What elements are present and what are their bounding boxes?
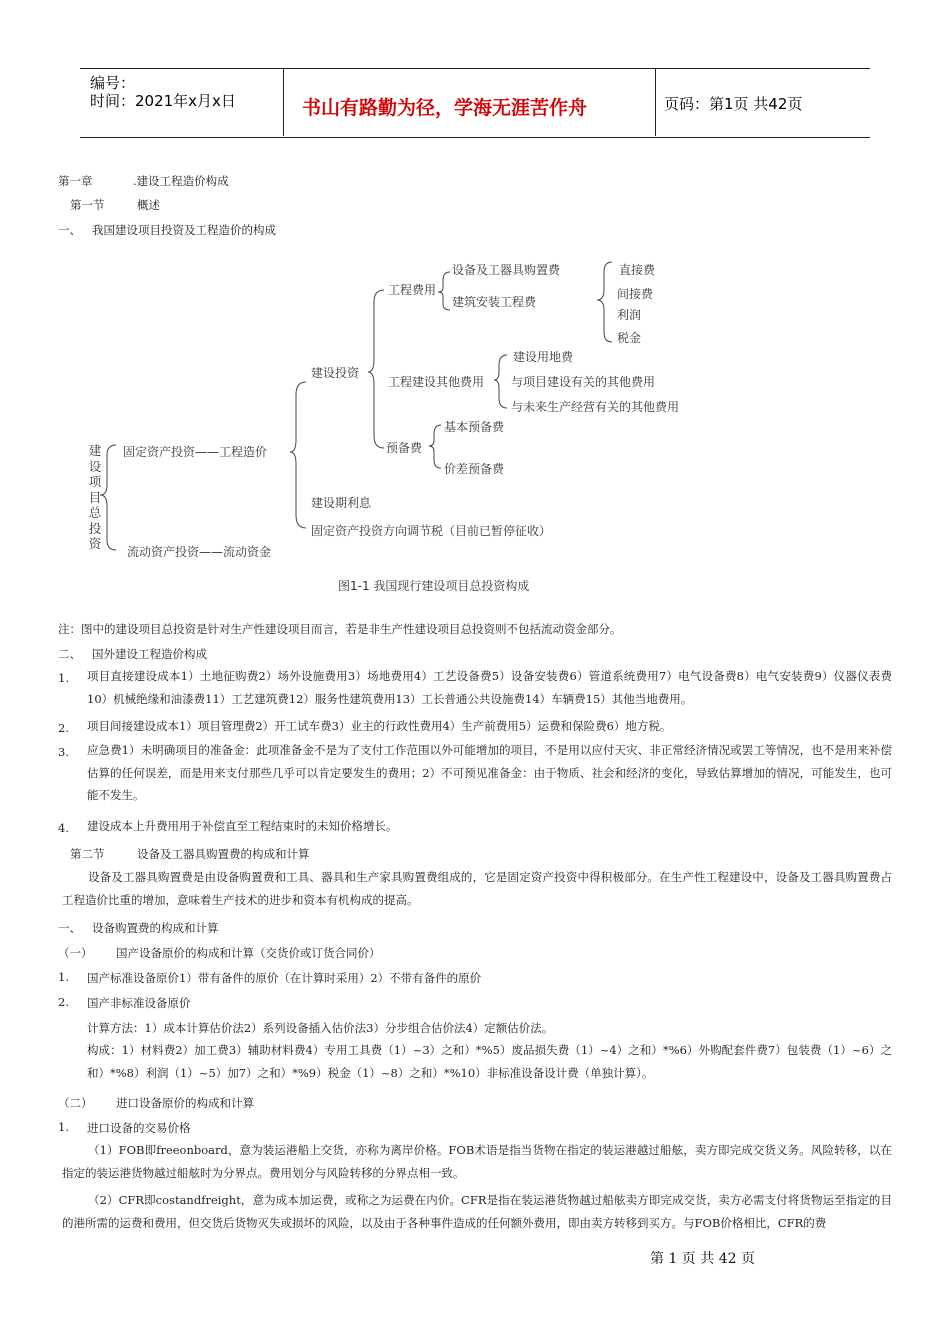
subheading-title: 进口设备原价的构成和计算 bbox=[116, 1096, 254, 1110]
list-number: 2. bbox=[58, 721, 69, 735]
composition-text: 构成：1）材料费2）加工费3）辅助材料费4）专用工具费（1）~3）之和）*%5）废品损失费（1）~4）之和）*%6）外购配套件费7）包装费（1）~6）之和）*%8）利润（1）~5）加7）之和）*%9）税金（1）~8）之和）*%10）非标准设备设计费（单独计算）。 bbox=[87, 1043, 892, 1080]
list-item-text: 应急费1）未明确项目的准备金：此项准备金不是为了支付工作范围以外可能增加的项目，不是用以应付天灾、非正常经济情况或罢工等情况，也不是用来补偿估算的任何误差，而是用来支付那些几乎可以肯定要发生的费用；2）不可预见准备金：由于物质、社会和经济的变化，导致估算增加的情况，可能发生，也可能不发生。 bbox=[87, 743, 892, 802]
indirect-cost-node: 间接费 bbox=[617, 287, 654, 301]
heading-title: 我国建设项目投资及工程造价的构成 bbox=[92, 223, 276, 237]
subheading-number: （二） bbox=[58, 1096, 93, 1110]
price-reserve-node: 价差预备费 bbox=[444, 462, 505, 476]
list-item-text: 国产非标准设备原价 bbox=[87, 996, 191, 1010]
project-related-fee-node: 与项目建设有关的其他费用 bbox=[511, 375, 656, 389]
root-brace bbox=[100, 445, 116, 550]
chapter-title: .建设工程造价构成 bbox=[133, 174, 229, 188]
section-label: 第二节 bbox=[70, 847, 105, 861]
list-number: 1. bbox=[58, 970, 69, 984]
section-label: 第一节 bbox=[70, 198, 105, 212]
fob-paragraph: （1）FOB即freeonboard，意为装运港船上交货，亦称为离岸价格。FOB术语是指当货物在指定的装运港越过船舷，卖方即完成交货义务。风险转移，以在指定的装运港货物越过船舷时为分界点。费用划分与风险转移的分界点相一致。 bbox=[62, 1143, 892, 1180]
page-footer: 第 1 页 共 42 页 bbox=[650, 1251, 755, 1267]
reserve-fee-node: 预备费 bbox=[386, 441, 423, 455]
future-ops-fee-node: 与未来生产经营有关的其他费用 bbox=[511, 400, 680, 414]
interest-node: 建设期利息 bbox=[311, 496, 372, 510]
list-item-text: 项目间接建设成本1）项目管理费2）开工试车费3）业主的行政性费用4）生产前费用5）运费和保险费6）地方税。 bbox=[87, 719, 672, 733]
other-fee-brace bbox=[494, 355, 507, 408]
basic-reserve-node: 基本预备费 bbox=[444, 420, 505, 434]
list-number: 4. bbox=[58, 821, 69, 835]
section-title: 概述 bbox=[137, 198, 160, 212]
subheading-title: 国产设备原价的构成和计算（交货价或订货合同价） bbox=[116, 946, 381, 960]
doc-number-label: 编号： bbox=[90, 74, 136, 92]
list-number: 3. bbox=[58, 745, 69, 759]
profit-node: 利润 bbox=[617, 308, 642, 322]
cfr-paragraph: （2）CFR即costandfreight，意为成本加运费，或称之为运费在内价。CFR是指在装运港货物越过船舷卖方即完成交货，卖方必需支付将货物运至指定的目的港所需的运费和费用，但交货后货物灭失或损坏的风险，以及由于各种事件造成的任何额外费用，即由卖方转移到买方。与FOB价格相比，CFR的费 bbox=[62, 1193, 892, 1230]
heading-number: 一、 bbox=[58, 921, 81, 935]
list-item-text: 项目直接建设成本1）土地征购费2）场外设施费用3）场地费用4）工艺设备费5）设备安装费6）管道系统费用7）电气设备费8）电气安装费9）仪器仪表费10）机械绝缘和油漆费11）工艺建筑费12）服务性建筑费用13）工长普通公共设施费14）车辆费15）其他当地费用。 bbox=[87, 669, 892, 706]
heading-number: 一、 bbox=[58, 223, 81, 237]
section-title: 设备及工器具购置费的构成和计算 bbox=[137, 847, 310, 861]
engineering-fee-brace bbox=[438, 272, 450, 310]
list-item-text: 建设成本上升费用用于补偿直至工程结束时的未知价格增长。 bbox=[87, 819, 398, 833]
body-paragraph: 设备及工器具购置费是由设备购置费和工具、器具和生产家具购置费组成的，它是固定资产投资中得积极部分。在生产性工程建设中，设备及工器具购置费占工程造价比重的增加，意味着生产技术的进步和资本有机构成的提高。 bbox=[62, 870, 892, 907]
time-label: 时间：2021年x月x日 bbox=[90, 92, 236, 110]
equipment-fee-node: 设备及工器具购置费 bbox=[452, 263, 561, 277]
heading-number: 二、 bbox=[58, 647, 81, 661]
heading-title: 国外建设工程造价构成 bbox=[92, 647, 207, 661]
construction-invest-node: 建设投资 bbox=[311, 366, 360, 380]
taxes-node: 税金 bbox=[617, 331, 642, 345]
land-fee-node: 建设用地费 bbox=[513, 350, 574, 364]
header-page-label: 页码：第1页 共42页 bbox=[664, 95, 803, 113]
list-item-text: 国产标准设备原价1）带有备件的原价（在计算时采用）2）不带有备件的原价 bbox=[87, 971, 482, 985]
install-fee-node: 建筑安装工程费 bbox=[452, 295, 537, 309]
calc-methods: 计算方法：1）成本计算估价法2）系列设备插入估价法3）分步组合估价法4）定额估价法。 bbox=[87, 1021, 554, 1035]
direct-cost-node: 直接费 bbox=[619, 263, 656, 277]
fixed-asset-brace bbox=[290, 382, 306, 528]
chapter-label: 第一章 bbox=[58, 174, 93, 188]
tax-node: 固定资产投资方向调节税（目前已暂停征收） bbox=[311, 524, 552, 538]
construction-invest-brace bbox=[368, 290, 384, 448]
liquid-asset-node: 流动资产投资——流动资金 bbox=[127, 545, 272, 559]
list-number: 1. bbox=[58, 1120, 69, 1134]
list-number: 1. bbox=[58, 671, 69, 685]
reserve-fee-brace bbox=[429, 425, 441, 468]
install-fee-brace bbox=[597, 262, 612, 342]
list-number: 2. bbox=[58, 995, 69, 1009]
list-item-text: 进口设备的交易价格 bbox=[87, 1121, 191, 1135]
root-node: 建设项目总投资 bbox=[88, 443, 102, 551]
header-motto: 书山有路勤为径，学海无涯苦作舟 bbox=[302, 97, 588, 119]
other-fee-node: 工程建设其他费用 bbox=[388, 375, 485, 389]
subheading-number: （一） bbox=[58, 946, 93, 960]
diagram-caption: 图1-1 我国现行建设项目总投资构成 bbox=[338, 579, 530, 593]
note-paragraph: 注：图中的建设项目总投资是针对生产性建设项目而言，若是非生产性建设项目总投资则不包括流动资金部分。 bbox=[58, 622, 622, 636]
fixed-asset-node: 固定资产投资——工程造价 bbox=[123, 445, 268, 459]
heading-title: 设备购置费的构成和计算 bbox=[92, 921, 219, 935]
engineering-fee-node: 工程费用 bbox=[388, 283, 437, 297]
